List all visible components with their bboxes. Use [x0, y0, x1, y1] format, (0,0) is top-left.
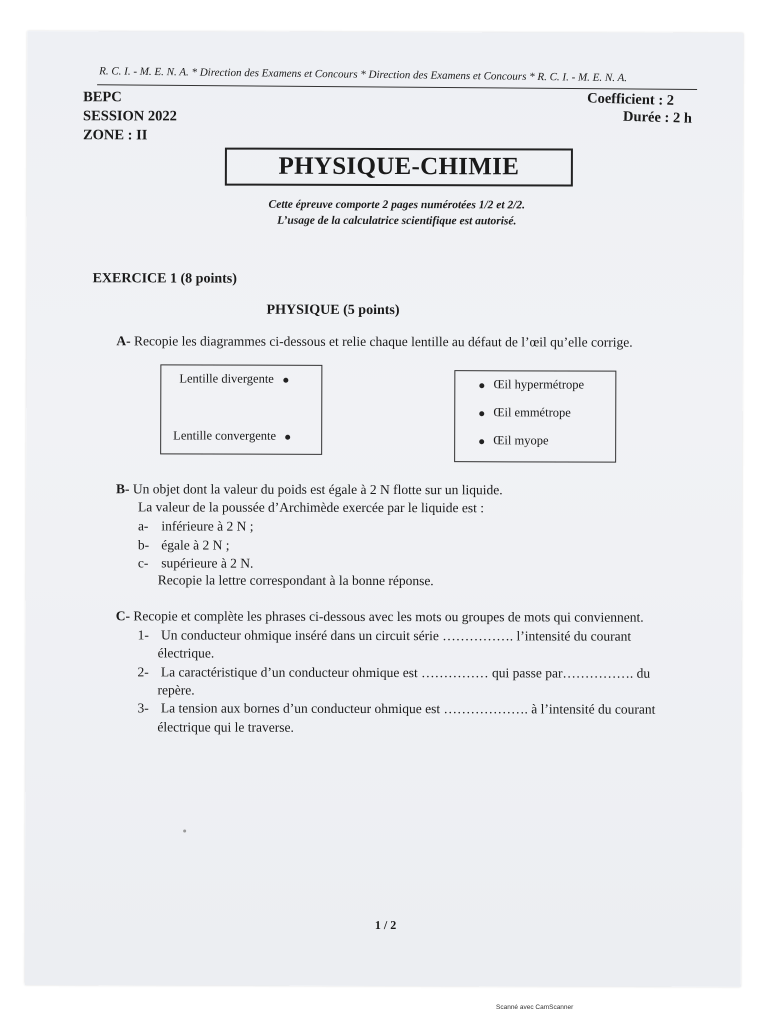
info-calculator: L’usage de la calculatrice scientifique est autorisé.: [277, 214, 517, 228]
option-item: [138, 537, 230, 553]
option-letter: c-: [137, 555, 149, 571]
item-line2: électrique.: [157, 645, 215, 661]
eye-item: [479, 433, 548, 448]
exam-name: BEPC: [83, 89, 122, 106]
connection-dot-icon: [479, 411, 484, 416]
option-letter: b-: [137, 537, 150, 553]
exam-sheet: [25, 31, 743, 987]
scanner-watermark: Scanné avec CamScanner: [496, 1004, 574, 1011]
lens-item: [179, 371, 288, 386]
exam-zone: ZONE : II: [82, 127, 148, 144]
item-line2: électrique qui le traverse.: [157, 719, 294, 735]
physics-heading: PHYSIQUE (5 points): [266, 302, 400, 319]
lens-label: Lentille convergente: [173, 428, 277, 443]
option-text: supérieure à 2 N.: [161, 555, 254, 571]
part-c-text: Recopie et complète les phrases ci-dessous avec les mots ou groupes de mots qui conviennent.: [133, 608, 644, 625]
option-item: [138, 518, 254, 534]
eye-label: Œil myope: [493, 433, 549, 448]
fill-in-item: [138, 664, 651, 681]
lens-item: [173, 428, 290, 443]
connection-dot-icon: [285, 434, 290, 439]
exercise-heading: EXERCICE 1 (8 points): [92, 271, 237, 287]
item-line2: repère.: [157, 682, 195, 698]
item-line1: La caractéristique d’un conducteur ohmique est …………… qui passe par……………. du: [160, 664, 651, 681]
option-item: [138, 555, 254, 571]
header-rule: [97, 84, 697, 90]
item-line1: La tension aux bornes d’un conducteur ohmique est ………………. à l’intensité du courant: [160, 700, 656, 717]
option-text: inférieure à 2 N ;: [161, 518, 254, 534]
lens-diagram-box: [160, 364, 322, 454]
item-number: 1-: [137, 627, 149, 643]
page-number: 1 / 2: [374, 917, 397, 933]
part-b-statement: [116, 481, 503, 498]
item-line1: Un conducteur ohmique inséré dans un circuit série ……………. l’intensité du courant: [161, 627, 632, 644]
connection-dot-icon: [479, 439, 484, 444]
part-c-statement: [116, 608, 644, 625]
part-a-statement: [116, 333, 632, 350]
option-letter: a-: [137, 518, 149, 534]
info-pages: Cette épreuve comporte 2 pages numérotées 1/2 et 2/2.: [268, 198, 526, 212]
exam-coefficient: Coefficient : 2: [586, 90, 675, 109]
item-number: 2-: [137, 664, 149, 680]
ministry-line: R. C. I. - M. E. N. A. * Direction des Examens et Concours * Direction des Examens et Concours * R. C. I. - M. E. N. A.: [99, 65, 628, 85]
scan-speck: [183, 829, 186, 832]
part-a-label: A-: [116, 333, 131, 349]
eye-item: [479, 377, 584, 392]
exam-duration: Durée : 2 h: [622, 108, 693, 127]
part-a-text: Recopie les diagrammes ci-dessous et relie chaque lentille au défaut de l’œil qu’elle corrige.: [134, 333, 633, 350]
part-c-label: C-: [115, 608, 130, 624]
part-b-label: B-: [116, 481, 130, 497]
eye-item: [479, 405, 571, 420]
lens-label: Lentille divergente: [179, 371, 274, 386]
page-title: PHYSIQUE-CHIMIE: [225, 148, 573, 187]
connection-dot-icon: [479, 383, 484, 388]
eye-label: Œil emmétrope: [493, 405, 571, 420]
part-b-line2: La valeur de la poussée d’Archimède exercée par le liquide est :: [137, 499, 484, 516]
fill-in-item: [138, 627, 632, 644]
option-text: égale à 2 N ;: [161, 537, 230, 553]
exam-session: SESSION 2022: [83, 108, 177, 125]
eye-diagram-box: [454, 370, 616, 462]
fill-in-item: [137, 700, 655, 717]
part-b-instruction: Recopie la lettre correspondant à la bonne réponse.: [157, 572, 434, 589]
eye-label: Œil hypermétrope: [493, 377, 585, 392]
connection-dot-icon: [283, 377, 288, 382]
item-number: 3-: [137, 700, 149, 716]
part-b-line1: Un objet dont la valeur du poids est égale à 2 N flotte sur un liquide.: [132, 481, 503, 498]
